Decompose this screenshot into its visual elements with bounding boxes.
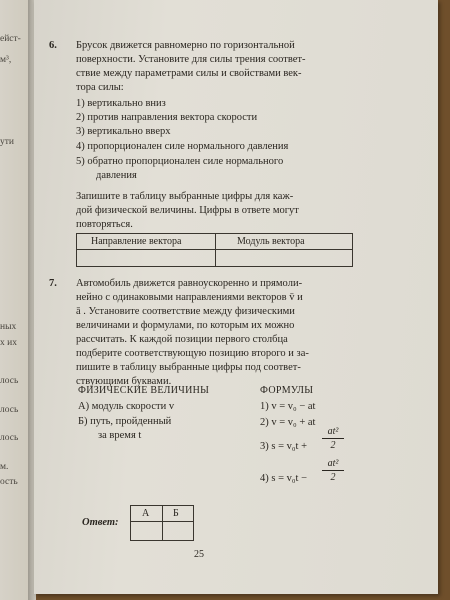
task-7-line: ствующими буквами.: [76, 376, 172, 387]
task-6-option: 5) обратно пропорционален силе нормального: [76, 156, 284, 167]
fragment-text: х их: [0, 338, 17, 348]
task-6-option: давления: [96, 170, 137, 181]
task-7-line: пишите в таблицу выбранные цифры под соответ-: [76, 362, 301, 373]
answer-col-b: Б: [173, 508, 179, 519]
task-6-option: 4) пропорционален силе нормального давления: [76, 141, 289, 152]
task-6-option: 1) вертикально вниз: [76, 98, 166, 109]
table-divider: [215, 234, 216, 266]
task-7-line: Автомобиль движется равноускоренно и прямoли-: [76, 278, 303, 289]
fragment-text: лось: [0, 376, 19, 386]
table-divider: [77, 249, 352, 250]
task-6-option: 2) против направления вектора скорости: [76, 112, 258, 123]
task-6-number: 6.: [49, 40, 57, 51]
table-divider: [131, 521, 193, 522]
fraction-numerator: at²: [327, 426, 339, 437]
page-number: 25: [194, 549, 204, 560]
fraction-3: [322, 426, 344, 451]
fraction-4: [322, 458, 344, 483]
table-header-modulus: Модуль вектора: [237, 236, 305, 247]
fraction-denominator: 2: [330, 472, 336, 483]
fraction-bar: [322, 470, 344, 471]
fragment-text: м.: [0, 462, 9, 472]
formula-3: 3) s = v₀t +: [260, 441, 308, 452]
fragment-text: ути: [0, 137, 14, 147]
previous-page-edge: [0, 0, 30, 600]
fragment-text: ость: [0, 477, 18, 487]
fraction-bar: [322, 438, 344, 439]
fragment-text: лось: [0, 433, 19, 443]
quantity-a: А) модуль скорости v: [78, 401, 175, 412]
task-6-instruction: Запишите в таблицу выбранные цифры для каж-: [76, 191, 294, 202]
task-6-line: ствие между параметрами силы и свойствами век-: [76, 68, 302, 79]
answer-table-6: [76, 233, 353, 267]
table-divider: [162, 506, 163, 540]
answer-label: Ответ:: [82, 517, 119, 528]
task-7-line: рассчитать. К каждой позиции первого столбца: [76, 334, 288, 345]
formulas-header: ФОРМУЛЫ: [260, 385, 314, 396]
formula-2: 2) v = v₀ + at: [260, 417, 316, 428]
task-6-line: тора силы:: [76, 82, 124, 93]
task-7-line: величинами и формулами, по которым их можно: [76, 320, 295, 331]
task-6-instruction: повторяться.: [76, 219, 133, 230]
task-6-instruction: дой физической величины. Цифры в ответе могут: [76, 205, 299, 216]
answer-table-7: [130, 505, 194, 541]
task-7-line: подберите соответствующую позицию второго и за-: [76, 348, 309, 359]
fragment-text: м³,: [0, 55, 12, 65]
table-header-direction: Направление вектора: [91, 236, 182, 247]
task-6-option: 3) вертикально вверх: [76, 126, 171, 137]
answer-col-a: А: [142, 508, 150, 519]
fragment-text: ейст-: [0, 34, 21, 44]
task-7-line: нейно с одинаковыми направлениями векторов v̄ и: [76, 292, 303, 303]
formula-4: 4) s = v₀t −: [260, 473, 308, 484]
task-7-line: ā . Установите соответствие между физическими: [76, 306, 295, 317]
task-6-line: поверхности. Установите для силы трения соответ-: [76, 54, 306, 65]
physical-quantities-header: ФИЗИЧЕСКИЕ ВЕЛИЧИНЫ: [78, 385, 210, 396]
fragment-text: ных: [0, 322, 17, 332]
quantity-b-cont: за время t: [98, 430, 142, 441]
task-7-number: 7.: [49, 278, 57, 289]
formula-1: 1) v = v₀ − at: [260, 401, 316, 412]
book-page: [34, 0, 438, 594]
fraction-denominator: 2: [330, 440, 336, 451]
quantity-b: Б) путь, пройденный: [78, 416, 172, 427]
fragment-text: лось: [0, 405, 19, 415]
task-6-line: Брусок движется равномерно по горизонтальной: [76, 40, 295, 51]
fraction-numerator: at²: [327, 458, 339, 469]
